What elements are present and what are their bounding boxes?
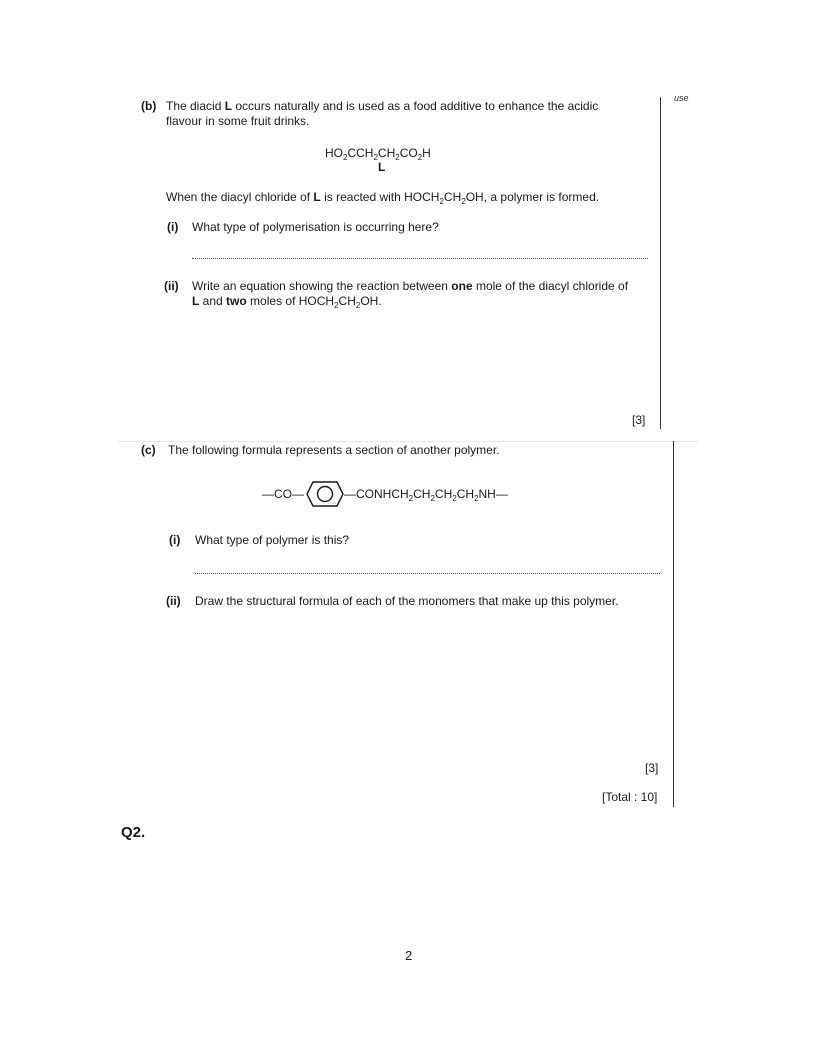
part-c-ii-question: Draw the structural formula of each of the monomers that make up this polymer. <box>195 594 619 608</box>
part-b-label: (b) <box>141 99 157 113</box>
part-b-ii-label: (ii) <box>164 279 179 293</box>
polymer-formula-right: $—CONHCH_2CH_2CH_2CH_2NH—$ <box>344 487 508 503</box>
part-c-i-answer-line[interactable] <box>195 573 660 574</box>
part-c-intro: The following formula represents a section of another polymer. <box>168 443 500 457</box>
part-c-i-label: (i) <box>169 533 181 547</box>
next-question-heading: Q2. <box>121 824 146 841</box>
diacid-label: L <box>378 160 386 174</box>
part-c-marks: [3] <box>645 761 659 775</box>
part-c-i-question: What type of polymer is this? <box>195 533 350 547</box>
part-b-i-question: What type of polymerisation is occurring here? <box>192 220 439 234</box>
part-b-i-label: (i) <box>167 220 179 234</box>
part-b-ii-question-line-2: L and two moles of $HOCH_2CH_2OH$. <box>192 294 382 310</box>
part-b-intro-line-2: flavour in some fruit drinks. <box>166 114 310 128</box>
question-total: [Total : 10] <box>602 790 658 804</box>
margin-use-label: use <box>674 93 689 103</box>
benzene-ring-icon <box>306 481 344 507</box>
page-number: 2 <box>405 948 413 963</box>
section-divider <box>118 441 698 442</box>
part-c-ii-label: (ii) <box>166 594 181 608</box>
margin-rule-c <box>673 441 674 807</box>
part-b-ii-question-line-1: Write an equation showing the reaction between one mole of the diacyl chloride of <box>192 279 629 293</box>
polymer-formula-left: —CO— <box>262 487 304 501</box>
margin-rule-b <box>660 97 661 429</box>
diacid-formula: $HO_2CCH_2CH_2CO_2H$ <box>325 146 431 162</box>
part-b-intro-line-1: The diacid L occurs naturally and is used as a food additive to enhance the acidic <box>166 99 599 113</box>
part-b-statement: When the diacyl chloride of L is reacted with $HOCH_2CH_2OH$, a polymer is formed. <box>166 190 600 206</box>
part-b-i-answer-line[interactable] <box>192 258 648 259</box>
part-b-marks: [3] <box>632 413 646 427</box>
part-c-label: (c) <box>141 443 156 457</box>
